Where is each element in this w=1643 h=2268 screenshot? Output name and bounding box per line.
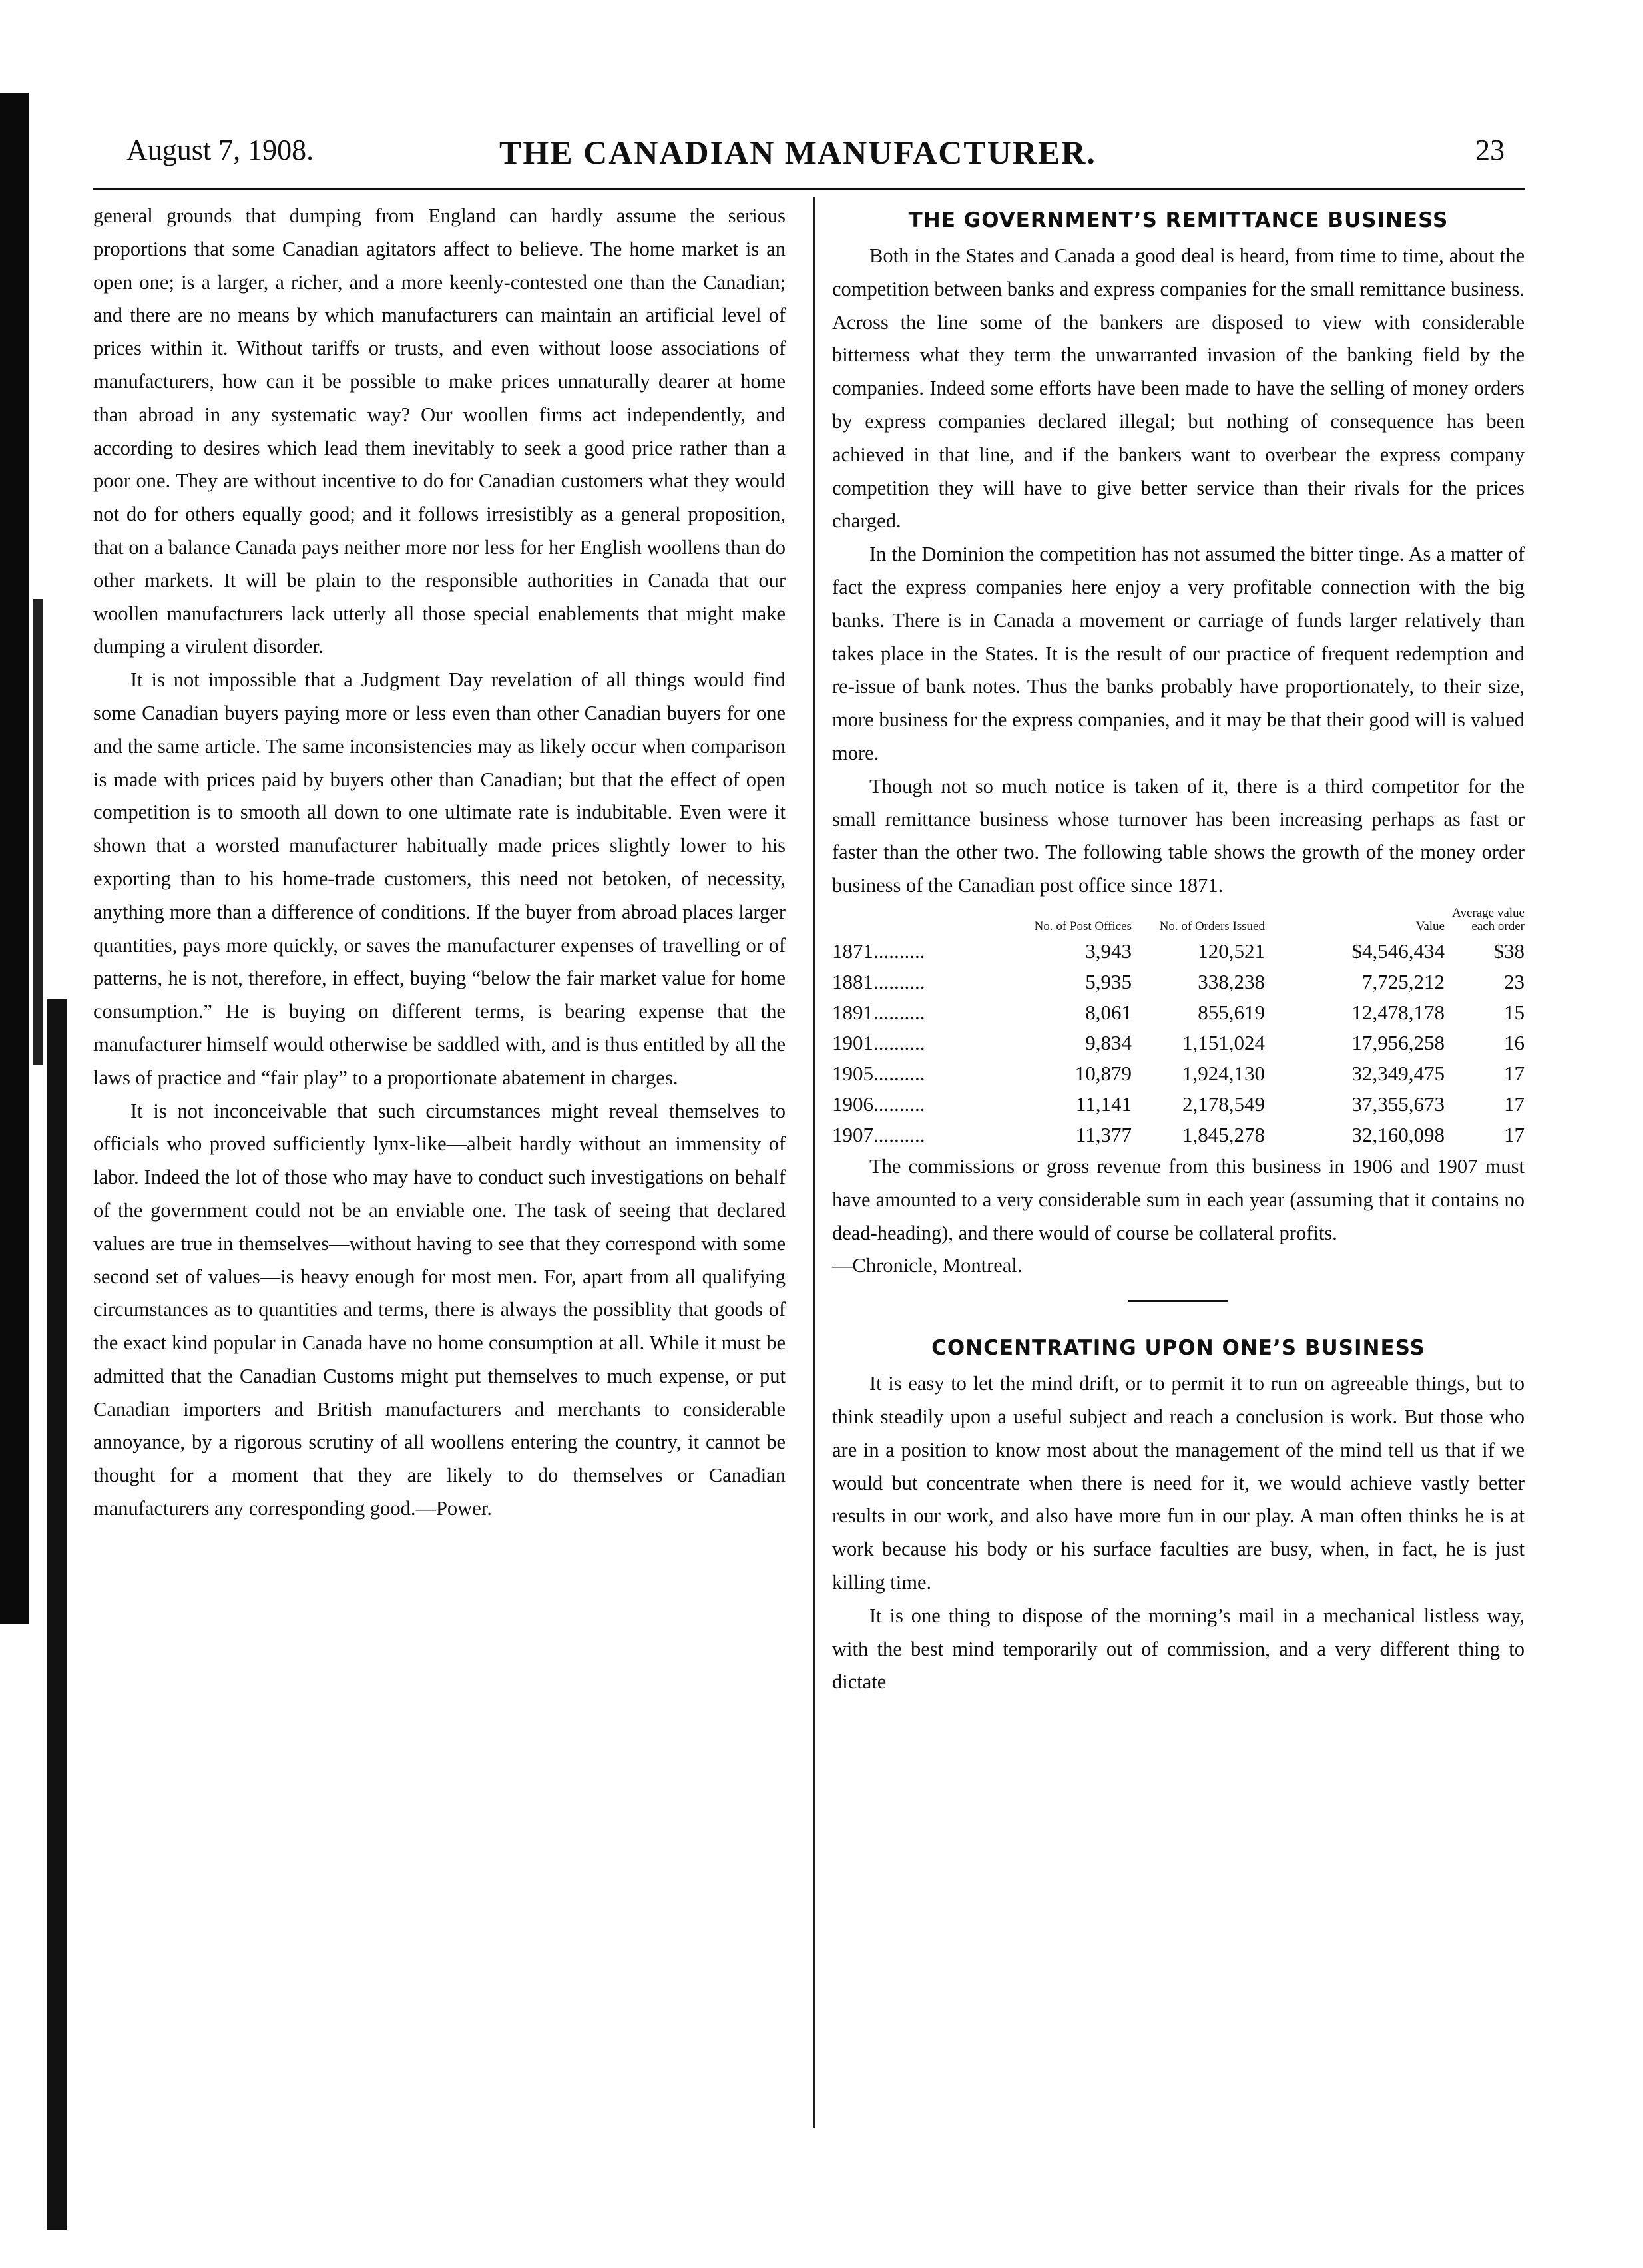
table-row	[832, 967, 1525, 997]
table-cell: 855,619	[1198, 1000, 1265, 1024]
scan-edge-shadow-lower	[47, 999, 67, 2230]
article-source: —Chronicle, Montreal.	[832, 1254, 1023, 1277]
table-cell: 12,478,178	[1351, 1000, 1445, 1024]
column-divider	[813, 197, 815, 2128]
table-cell: 23	[1504, 969, 1525, 993]
table-cell: $4,546,434	[1351, 939, 1445, 963]
table-cell: 17	[1504, 1092, 1525, 1116]
table-cell: 3,943	[1085, 939, 1132, 963]
table-header-cell: No. of Post Offices	[1034, 919, 1132, 933]
header-rule	[93, 188, 1525, 190]
table-row	[832, 1058, 1525, 1089]
issue-date: August 7, 1908.	[126, 134, 314, 166]
left-column	[93, 200, 786, 1526]
table-row	[832, 1120, 1525, 1150]
table-cell-year: 1891..........	[832, 1000, 925, 1024]
table-cell: 17	[1504, 1122, 1525, 1146]
table-header-cell: Average value each order	[1452, 905, 1525, 933]
table-cell: 8,061	[1085, 1000, 1132, 1024]
scan-edge-shadow-mid	[33, 599, 43, 1065]
table-cell: 32,160,098	[1351, 1122, 1445, 1146]
table-cell: 15	[1504, 1000, 1525, 1024]
table-header-cell	[832, 907, 1032, 936]
table-cell-year: 1881..........	[832, 969, 925, 993]
article-headline-concentrating: CONCENTRATING UPON ONE’S BUSINESS	[931, 1336, 1425, 1361]
table-header-cell: Value	[1415, 919, 1445, 933]
table-cell: 338,238	[1198, 969, 1265, 993]
paragraph: It is easy to let the mind drift, or to permit it to run on agreeable things, but to think steadily upon a useful subject and reach a conclusion is work. But those who are in a position to know most about the management of the mind tell us that if we would but concentrate when there is need for it, we would achieve vastly better results in our work, and also have more fun in our play. A man often thinks he is at work because his body or his surface faculties are busy, when, in fact, he is just killing time.	[832, 1372, 1525, 1594]
page-number: 23	[1475, 134, 1505, 166]
table-row	[832, 1089, 1525, 1120]
paragraph: It is one thing to dispose of the morning’s mail in a mechanical listless way, with the best mind temporarily out of commission, and a very different thing to dictate	[832, 1604, 1525, 1694]
table-row	[832, 997, 1525, 1028]
table-header-row	[832, 907, 1525, 936]
table-cell: 17	[1504, 1061, 1525, 1085]
money-order-table	[832, 907, 1525, 1150]
right-column	[832, 200, 1525, 1699]
table-cell-year: 1871..........	[832, 939, 925, 963]
table-cell-year: 1905..........	[832, 1061, 925, 1085]
paragraph: general grounds that dumping from England can hardly assume the serious proportions that some Canadian agitators affect to believe. The home market is an open one; is a larger, a richer, and a more keenly-contested one than the Canadian; and there are no means by which manufacturers can maintain an artificial level of prices within it. Without tariffs or trusts, and even without loose associations of manufacturers, how can it be possible to make prices unnaturally dearer at home than abroad in any systematic way? Our woollen firms act independently, and according to desires which lead them inevitably to seek a good price rather than a poor one. They are without incentive to do for Canadian customers what they would not do for others equally good; and it follows irresistibly as a general proposition, that on a balance Canada pays neither more nor less for her English woollens than do other markets. It will be plain to the responsible authorities in Canada that our woollen manufacturers lack utterly all those special enablements that might make dumping a virulent disorder.	[93, 204, 786, 658]
table-row	[832, 1028, 1525, 1058]
table-cell-year: 1901..........	[832, 1030, 925, 1054]
table-cell-year: 1906..........	[832, 1092, 925, 1116]
table-cell: 32,349,475	[1351, 1061, 1445, 1085]
article-separator	[1128, 1300, 1228, 1302]
table-cell-year: 1907..........	[832, 1122, 925, 1146]
table-cell: 1,151,024	[1182, 1030, 1265, 1054]
table-cell: 1,924,130	[1182, 1061, 1265, 1085]
scan-edge-shadow	[0, 93, 29, 1624]
table-cell: 5,935	[1085, 969, 1132, 993]
table-cell: 2,178,549	[1182, 1092, 1265, 1116]
table-cell: 9,834	[1085, 1030, 1132, 1054]
paragraph: In the Dominion the competition has not assumed the bitter tinge. As a matter of fact the express companies here enjoy a very profitable connection with the big banks. There is in Canada a movement or carriage of funds larger relatively than takes place in the States. It is the result of our practice of frequent redemption and re-issue of bank notes. Thus the banks probably have proportionately, to their size, more business for the express companies, and it may be that their good will is valued more.	[832, 543, 1525, 764]
table-cell: 11,377	[1075, 1122, 1132, 1146]
table-row	[832, 936, 1525, 967]
paragraph: It is not impossible that a Judgment Day revelation of all things would find some Canadian buyers paying more or less even than other Canadian buyers for one and the same article. The same inconsistencies may as likely occur when comparison is made with prices paid by buyers other than Canadian; but that the effect of open competition is to smooth all down to one ultimate rate is indubitable. Even were it shown that a worsted manufacturer habitually made prices slightly lower to his exporting than to his home-trade customers, this need not betoken, of necessity, anything more than a difference of conditions. If the buyer from abroad places larger quantities, pays more quickly, or saves the manufacturer expenses of travelling or of patterns, he is not, therefore, in effect, buying “below the fair market value for home consumption.” He is buying on different terms, is bearing expense that the manufacturer himself would otherwise be saddled with, and is thus entitled by all the laws of practice and “fair play” to a proportionate abatement in charges.	[93, 668, 786, 1089]
paragraph: The commissions or gross revenue from this business in 1906 and 1907 must have amounted to a very considerable sum in each year (assuming that it contains no dead-heading), and there would of course be collateral profits.	[832, 1154, 1525, 1244]
table-cell: $38	[1493, 939, 1525, 963]
table-cell: 120,521	[1198, 939, 1265, 963]
article-headline-remittance: THE GOVERNMENT’S REMITTANCE BUSINESS	[908, 208, 1449, 232]
table-cell: 10,879	[1074, 1061, 1132, 1085]
table-header-cell: No. of Orders Issued	[1159, 919, 1265, 933]
table-cell: 37,355,673	[1351, 1092, 1445, 1116]
paragraph: Though not so much notice is taken of it, there is a third competitor for the small remittance business whose turnover has been increasing perhaps as fast or faster than the other two. The following table shows the growth of the money order business of the Canadian post office since 1871.	[832, 774, 1525, 897]
table-cell: 7,725,212	[1362, 969, 1445, 993]
table-cell: 17,956,258	[1351, 1030, 1445, 1054]
page-header	[126, 133, 1505, 180]
table-cell: 16	[1504, 1030, 1525, 1054]
table-cell: 11,141	[1075, 1092, 1132, 1116]
journal-title: THE CANADIAN MANUFACTURER.	[499, 134, 1096, 171]
table-cell: 1,845,278	[1182, 1122, 1265, 1146]
paragraph: Both in the States and Canada a good deal is heard, from time to time, about the competition between banks and express companies for the small remittance business. Across the line some of the bankers are disposed to view with considerable bitterness what they term the unwarranted invasion of the banking field by the companies. Indeed some efforts have been made to have the selling of money orders by express companies declared illegal; but nothing of consequence has been achieved in that line, and if the bankers want to overbear the express company competition they will have to give better service than their rivals for the prices charged.	[832, 244, 1525, 533]
paragraph: It is not inconceivable that such circumstances might reveal themselves to officials who proved sufficiently lynx-like—albeit hardly without an immensity of labor. Indeed the lot of those who may have to conduct such investigations on behalf of the government could not be an enviable one. The task of seeing that declared values are true in themselves—without having to see that they correspond with some second set of values—is heavy enough for most men. For, apart from all qualifying circumstances as to quantities and terms, there is always the possiblity that goods of the exact kind popular in Canada have no home consumption at all. While it must be admitted that the Canadian Customs might put themselves to much expense, or put Canadian importers and British manufacturers and merchants to considerable annoyance, by a rigorous scrutiny of all woollens entering the country, it cannot be thought for a moment that they are likely to do themselves or Canadian manufacturers any corresponding good.—Power.	[93, 1099, 786, 1520]
